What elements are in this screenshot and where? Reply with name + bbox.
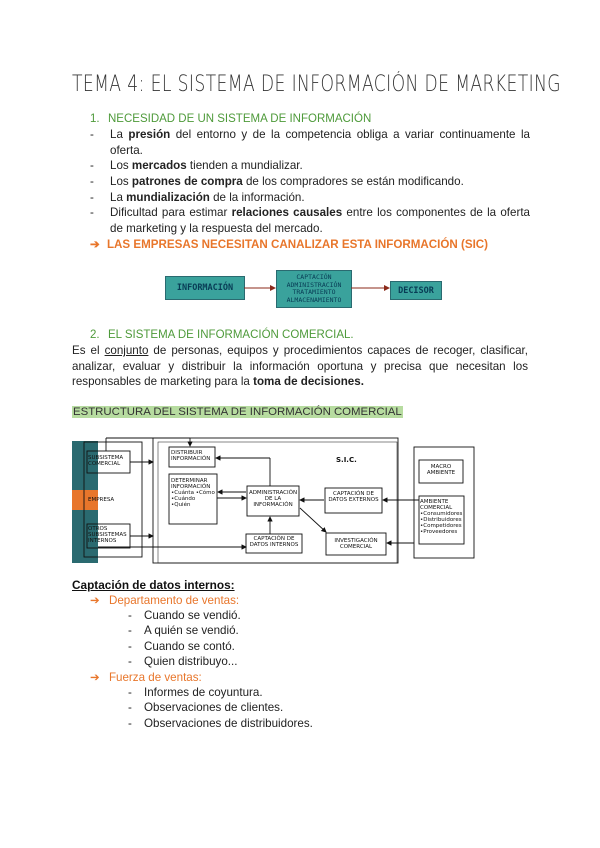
otros-subsistemas: OTROS SUBSISTEMAS INTERNOS xyxy=(88,526,127,544)
ambiente-comercial: AMBIENTE COMERCIAL •Consumidores •Distribuidores •Competidores •Proveedores xyxy=(420,499,463,535)
bullet-item: - Dificultad para estimar relaciones causales entre los componentes de la oferta de marketing y la respuesta del mercado. xyxy=(90,206,530,235)
section-2-heading: 2. EL SISTEMA DE INFORMACIÓN COMERCIAL. xyxy=(90,329,354,341)
section-2-paragraph: Es el conjunto de personas, equipos y procedimientos capaces de recoger, clasificar, analizar, evaluar y distribuir la información oportuna y precisa que necesitan los responsables de marketing para la toma de decisiones. xyxy=(72,344,528,388)
flow-process-box: CAPTACIÓN ADMINISTRACIÓN TRATAMIENTO ALMACENAMIENTO xyxy=(276,270,352,308)
conclusion: ➔ LAS EMPRESAS NECESITAN CANALIZAR ESTA INFORMACIÓN (SIC) xyxy=(90,238,489,251)
captacion-externos: CAPTACIÓN DE DATOS EXTERNOS xyxy=(328,491,379,503)
distribuir-informacion: DISTRIBUIR INFORMACIÓN xyxy=(171,450,211,462)
bullet-item: - Los mercados tienden a mundializar. xyxy=(90,159,303,172)
bullet-item: - La presión del entorno y de la competencia obliga a variar continuamente la oferta. xyxy=(90,128,530,157)
empresa-label: EMPRESA xyxy=(88,497,115,503)
captacion-internos: CAPTACIÓN DE DATOS INTERNOS xyxy=(249,536,299,548)
section-1-title: NECESIDAD DE UN SISTEMA DE INFORMACIÓN xyxy=(108,113,372,125)
page-title: TEMA 4: EL SISTEMA DE INFORMACIÓN DE MARKETING xyxy=(72,72,561,97)
group-departamento: ➔ Departamento de ventas: xyxy=(90,594,240,607)
captacion-heading: Captación de datos internos: xyxy=(72,578,235,592)
bullet-dash: - xyxy=(90,128,94,141)
flow-info-box: INFORMACIÓN xyxy=(165,276,245,300)
group-fuerza-ventas: ➔ Fuerza de ventas: xyxy=(90,671,202,684)
subsistema-comercial: SUBSISTEMA COMERCIAL xyxy=(88,455,124,467)
flow-decisor-box: DECISOR xyxy=(390,281,442,300)
administracion-informacion: ADMINISTRACIÓN DE LA INFORMACIÓN xyxy=(248,490,298,508)
section-1-number: 1. xyxy=(90,113,100,125)
structure-heading: ESTRUCTURA DEL SISTEMA DE INFORMACIÓN COMERCIAL xyxy=(73,406,402,418)
macro-ambiente: MACRO AMBIENTE xyxy=(426,464,456,476)
arrow-icon: ➔ xyxy=(90,671,100,684)
arrow-icon: ➔ xyxy=(90,238,100,251)
bullet-item: - La mundialización de la información. xyxy=(90,191,305,204)
arrow-icon: ➔ xyxy=(90,594,100,607)
sic-label: S.I.C. xyxy=(336,456,357,464)
investigacion-comercial: INVESTIGACIÓN COMERCIAL xyxy=(334,538,378,550)
determinar-informacion: DETERMINAR INFORMACIÓN •Cuánta •Cómo •Cuándo •Quién xyxy=(171,478,215,508)
bullet-item: - Los patrones de compra de los compradores se están modificando. xyxy=(90,175,464,188)
